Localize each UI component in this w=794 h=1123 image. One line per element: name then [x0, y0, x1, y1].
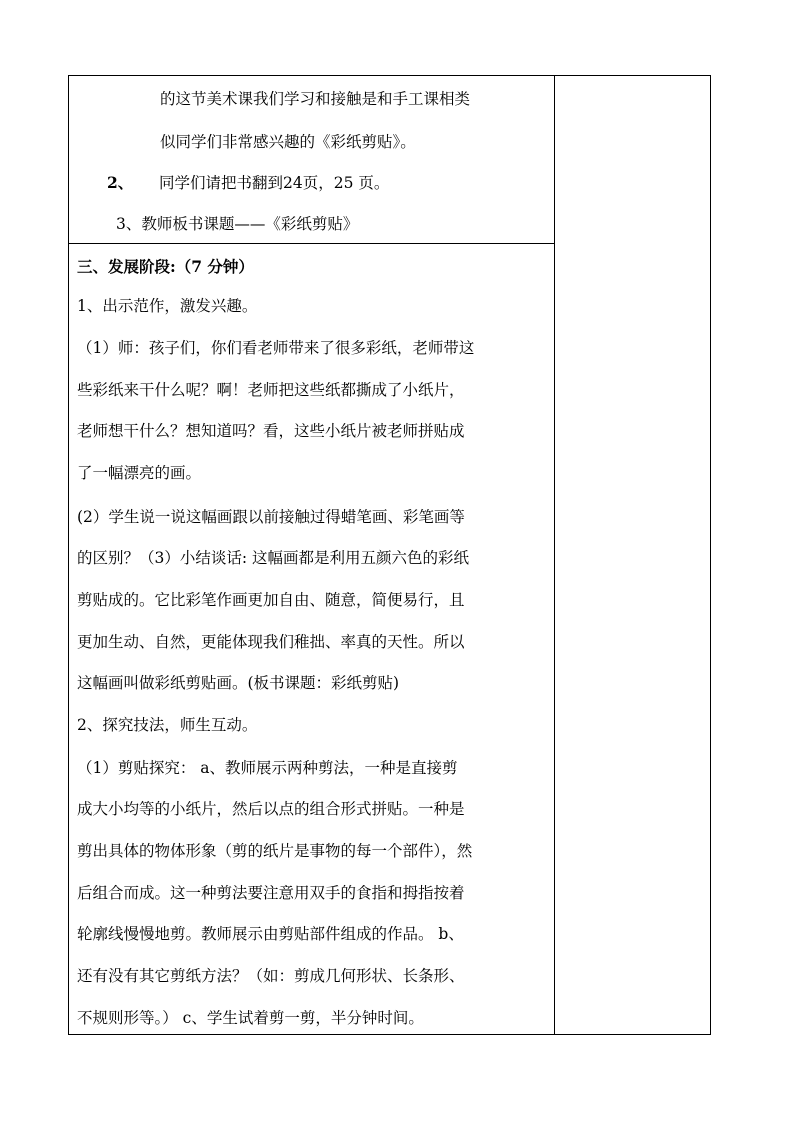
body-line-4: 老师想干什么？想知道吗？看，这些小纸片被老师拼贴成 — [77, 422, 465, 440]
body-line-10: 这幅画叫做彩纸剪贴画。(板书课题：彩纸剪贴) — [77, 674, 400, 692]
body-line-16: 轮廓线慢慢地剪。教师展示由剪贴部件组成的作品。 b、 — [77, 925, 464, 943]
body-line-1: 1、出示范作，激发兴趣。 — [77, 297, 258, 315]
body-line-2: （1）师：孩子们，你们看老师带来了很多彩纸，老师带这 — [77, 339, 475, 357]
body-line-8: 剪贴成的。它比彩笔作画更加自由、随意，简便易行，且 — [77, 591, 465, 609]
upper-line-1: 的这节美术课我们学习和接触是和手工课相类 — [160, 90, 471, 108]
upper-line-2: 似同学们非常感兴趣的《彩纸剪贴》。 — [160, 133, 416, 151]
upper-line-4: 3、教师板书课题——《彩纸剪贴》 — [116, 215, 359, 233]
body-line-12: （1）剪贴探究： a、教师展示两种剪法，一种是直接剪 — [77, 759, 458, 777]
upper-item-number: 2、 — [107, 173, 134, 192]
lesson-plan-table — [68, 75, 711, 1035]
section-heading: 三、发展阶段:（7 分钟） — [77, 257, 254, 276]
row-divider — [69, 243, 554, 244]
body-line-17: 还有没有其它剪纸方法？（如：剪成几何形状、长条形、 — [77, 967, 465, 985]
body-line-14: 剪出具体的物体形象（剪的纸片是事物的每一个部件），然 — [77, 842, 473, 860]
body-line-11: 2、探究技法，师生互动。 — [77, 716, 258, 734]
body-line-13: 成大小均等的小纸片，然后以点的组合形式拼贴。一种是 — [77, 800, 465, 818]
column-divider — [554, 76, 555, 1034]
body-line-15: 后组合而成。这一种剪法要注意用双手的食指和拇指按着 — [77, 884, 465, 902]
body-line-9: 更加生动、自然，更能体现我们稚拙、率真的天性。所以 — [77, 633, 465, 651]
body-line-18: 不规则形等。） c、学生试着剪一剪，半分钟时间。 — [77, 1009, 424, 1027]
body-line-6: (2）学生说一说这幅画跟以前接触过得蜡笔画、彩笔画等 — [77, 508, 465, 526]
body-line-5: 了一幅漂亮的画。 — [77, 464, 202, 482]
body-line-7: 的区别？（3）小结谈话: 这幅画都是利用五颜六色的彩纸 — [77, 549, 470, 567]
body-line-3: 些彩纸来干什么呢？啊！老师把这些纸都撕成了小纸片， — [77, 381, 465, 399]
upper-line-3: 同学们请把书翻到24页，25 页。 — [159, 174, 390, 192]
